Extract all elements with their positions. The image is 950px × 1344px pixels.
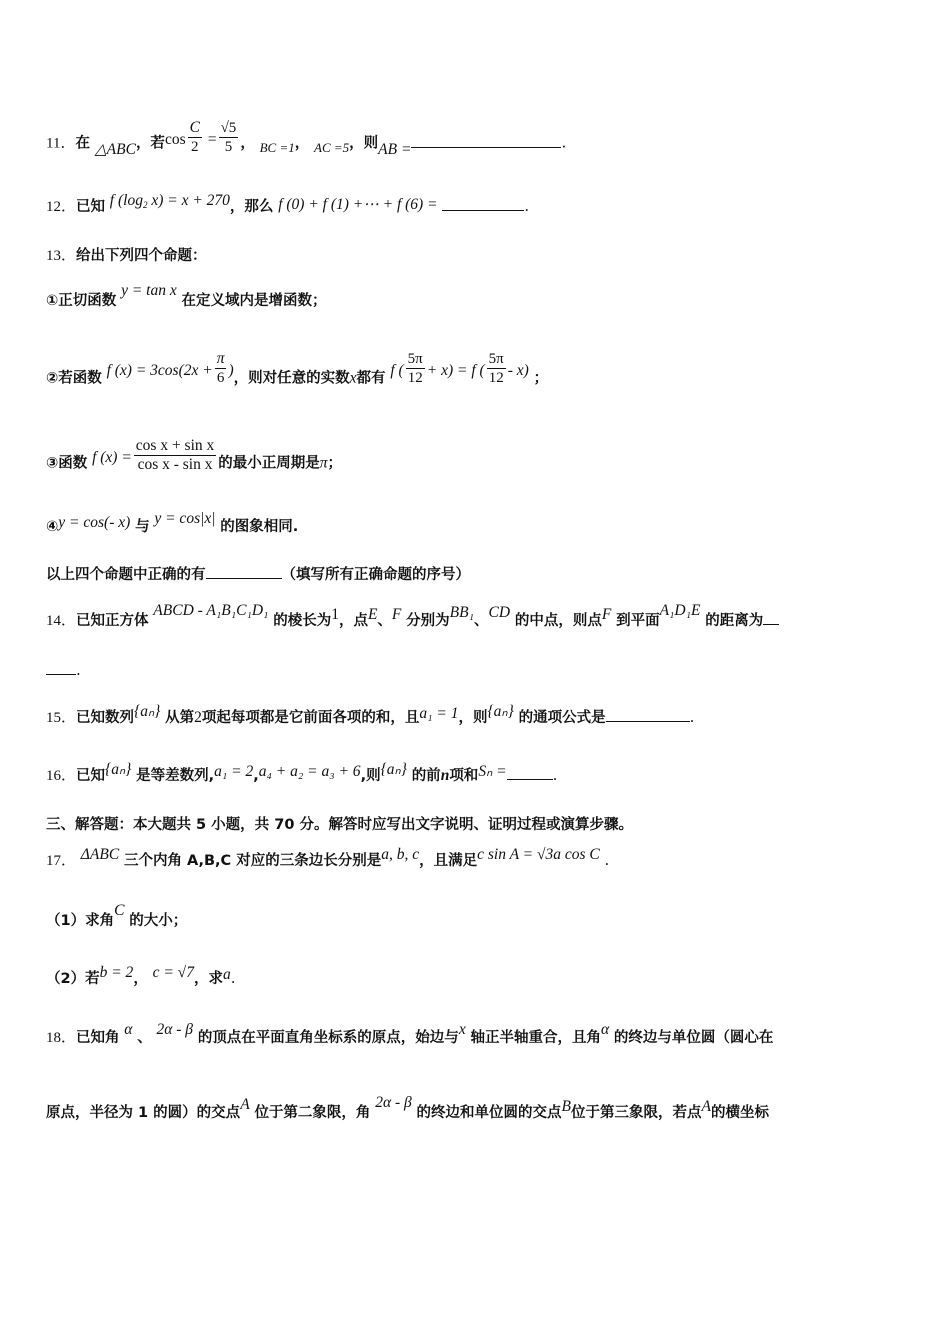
- proposition-1: ①正切函数 y = tan x 在定义域内是增函数；: [46, 282, 327, 309]
- answer-blank-13[interactable]: [206, 564, 282, 579]
- answer-blank-15[interactable]: [606, 707, 690, 722]
- question-13: 13．给出下列四个命题：: [46, 248, 207, 264]
- answer-blank-14b[interactable]: [46, 660, 76, 675]
- question-17-part1: （1）求角C 的大小；: [46, 902, 188, 929]
- answer-blank-11[interactable]: [411, 133, 561, 148]
- proposition-4: ④y = cos(- x) 与 y = cos|x| 的图象相同.: [46, 510, 299, 535]
- question-14-cont: .: [46, 660, 910, 680]
- question-12: 12．已知 f ($\log_2$ x) = x + 270，那么 f (0) + f (1) +⋯ + f (6) = .: [46, 192, 530, 215]
- answer-blank-16[interactable]: [507, 765, 553, 780]
- proposition-3: ③函数 f (x) = $\frac{\text{cos x + sin x}}{\text{cos x - sin x}}$ 的最小正周期是π；: [46, 437, 343, 473]
- answer-blank-14a[interactable]: [763, 610, 779, 625]
- proposition-2: ②若函数 f (x) = 3cos(2x + $\frac{\pi}{6}$ )，则对任意的实数x都有 f ( $\frac{5\pi}{12}$ + x) = f ( $\frac{5\pi}{12}$ - x) ；: [46, 350, 549, 387]
- answer-blank-12[interactable]: [442, 196, 524, 211]
- section-3-heading: 三、解答题：本大题共 5 小题，共 70 分。解答时应写出文字说明、证明过程或演算步骤。: [46, 817, 633, 833]
- question-17: 17． ΔABC 三个内角 A,B,C 对应的三条边长分别是a, b, c，且满足c sin A = √3a cos C .: [46, 846, 610, 869]
- fraction-sqrt5-over-5: $\frac{√5}{5}$: [220, 120, 237, 155]
- fraction-c-over-2: $\frac{C}{2}$: [189, 119, 200, 155]
- question-18-cont: 原点，半径为 1 的圆）的交点A 位于第二象限，角 2α - β 的终边和单位圆的交点B位于第三象限，若点A的横坐标: [46, 1094, 769, 1121]
- question-14: 14．已知正方体 ABCD - A₁B₁C₁D₁ 的棱长为1，点E、F 分别为BB₁、CD 的中点，则点F 到平面A₁D₁E 的距离为: [46, 610, 910, 631]
- question-17-part2: （2）若b = 2， c = √7，求a.: [46, 964, 236, 987]
- question-16: 16．已知{aₙ} 是等差数列,a₁ = 2,a₄ + a₂ = a₃ + 6,则{aₙ} 的前n项和Sₙ = .: [46, 761, 558, 784]
- q11-number: 11．: [46, 135, 76, 152]
- question-15: 15．已知数列{aₙ} 从第2项起每项都是它前面各项的和，且a₁ = 1，则{aₙ} 的通项公式是 .: [46, 703, 695, 726]
- question-13-prompt: 以上四个命题中正确的有 （填写所有正确命题的序号）: [46, 564, 910, 585]
- question-18: 18．已知角 α 、 2α - β 的顶点在平面直角坐标系的原点，始边与x 轴正半轴重合，且角α 的终边与单位圆（圆心在: [46, 1021, 774, 1046]
- question-11: 11．在 △ABC，若cos $\frac{C}{2}$ = $\frac{√5}{5}$ ， BC =1， AC =5，则AB = .: [46, 119, 567, 158]
